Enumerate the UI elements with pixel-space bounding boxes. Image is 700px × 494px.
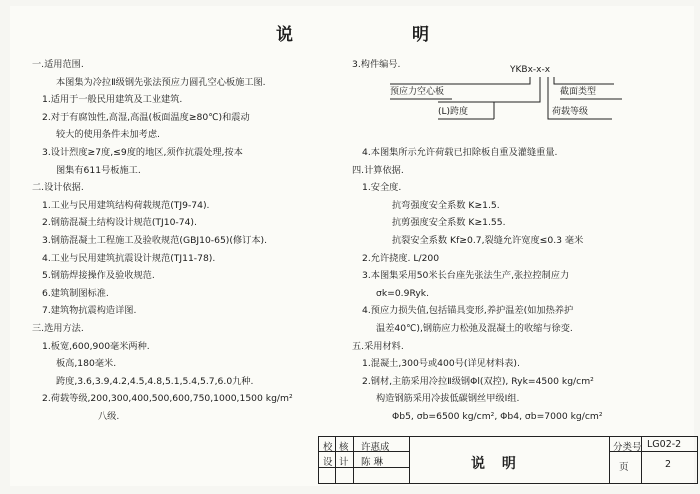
right-column-line: 4.预应力损失值,包括锚具变形,养护温差(如加热养护: [362, 305, 574, 317]
left-column-line: 7.建筑物抗震构造详图.: [42, 305, 137, 317]
tb-design-char2: 计: [339, 457, 349, 468]
left-column-line: 图集有611号板施工.: [56, 164, 141, 176]
tb-drawing-name: 说 明: [471, 456, 522, 472]
title-char-right: 明: [412, 25, 431, 45]
right-column-line: Φb5, σb=6500 kg/cm², Φb4, σb=7000 kg/cm²: [392, 411, 603, 422]
tb-col-divider: [353, 437, 354, 483]
left-column-line: 6.建筑制图标准.: [42, 287, 109, 299]
left-column-line: 跨度,3.6,3.9,4.2,4.5,4.8,5.1,5.4,5.7,6.0九种.: [56, 375, 254, 387]
right-column-line: 抗剪强度安全系数 K≥1.55.: [392, 217, 506, 229]
title-block: [318, 436, 698, 484]
title-char-left: 说: [276, 25, 295, 45]
left-column-line: 三.选用方法.: [32, 323, 84, 334]
left-column-line: 3.设计烈度≥7度,≤9度的地区,须作抗震处理,按本: [42, 147, 243, 158]
tb-set-number: LG02-2: [647, 439, 682, 450]
tb-check-char2: 核: [339, 442, 349, 453]
left-column-line: 2.钢筋混凝土结构设计规范(TJ10-74).: [42, 217, 197, 229]
right-column-line: 抗裂安全系数 Kf≥0.7,裂缝允许宽度≤0.3 毫米: [392, 235, 584, 246]
label-load: 荷载等级: [552, 107, 589, 117]
drawing-sheet: [10, 6, 694, 486]
left-column-line: 八级.: [98, 411, 120, 422]
tb-design-char1: 设: [323, 457, 333, 468]
tb-designer-signature: 陈 琳: [361, 457, 384, 468]
tb-check-char1: 校: [323, 442, 333, 453]
left-column-line: 3.钢筋混凝土工程施工及验收规范(GBJ10-65)(修订本).: [42, 235, 268, 246]
left-column-line: 2.荷载等级,200,300,400,500,600,750,1000,1500 kg/m²: [42, 393, 293, 405]
right-column-line: 2.允许挠度. L/200: [362, 252, 440, 264]
numbering-diagram: [382, 66, 672, 138]
tb-set-label: 分类号: [613, 442, 642, 453]
page-title: [10, 20, 694, 44]
label-span: (L)跨度: [438, 107, 469, 117]
right-column-line: 3.本图集采用50米长台座先张法生产,张拉控制应力: [362, 270, 570, 282]
left-column-line: 1.适用于一般民用建筑及工业建筑.: [42, 94, 183, 106]
label-slab: 预应力空心板: [390, 87, 445, 97]
right-column-line: 3.构件编号.: [352, 59, 401, 70]
right-column-line: 五.采用材料.: [352, 340, 404, 352]
tb-checker-signature: 许惠成: [361, 442, 390, 453]
left-column-line: 4.工业与民用建筑抗震设计规范(TJ11-78).: [42, 252, 216, 264]
left-column-line: 2.对于有腐蚀性,高湿,高温(板面温度≥80℃)和震动: [42, 111, 250, 123]
left-column-line: 一.适用范围.: [32, 59, 84, 70]
left-column-line: 1.板宽,600,900毫米两种.: [42, 340, 150, 352]
left-column-line: 5.钢筋焊接操作及验收规范.: [42, 270, 155, 282]
left-column-line: 板高,180毫米.: [56, 358, 117, 370]
left-column-line: 本图集为冷拉Ⅱ级钢先张法预应力圆孔空心板施工图.: [56, 76, 266, 88]
leader-lines: [382, 66, 672, 138]
label-section: 截面类型: [560, 87, 597, 97]
right-column-line: 1.混凝土,300号或400号(详见材料表).: [362, 358, 520, 370]
right-column-line: 抗弯强度安全系数 K≥1.5.: [392, 199, 500, 211]
right-column-line: σk=0.9Ryk.: [376, 287, 430, 299]
tb-page-label: 页: [619, 462, 629, 473]
tb-col-divider: [409, 437, 410, 483]
left-column-line: 二.设计依据.: [32, 182, 84, 194]
right-column-line: 1.安全度.: [362, 182, 402, 194]
right-column-line: 2.钢材,主筋采用冷拉Ⅱ级钢Φl(双控), Ryk=4500 kg/cm²: [362, 375, 594, 387]
tb-col-divider: [335, 437, 336, 483]
left-column-line: 1.工业与民用建筑结构荷载规范(TJ9-74).: [42, 199, 210, 211]
right-column-line: 温差40℃),钢筋应力松弛及混凝土的收缩与徐变.: [376, 323, 573, 334]
right-column-line: 四.计算依据.: [352, 164, 404, 176]
tb-page-number: 2: [665, 459, 672, 470]
tb-col-divider: [609, 437, 610, 483]
left-column-line: 较大的使用条件未加考虑.: [56, 129, 160, 141]
right-column-line: 4.本图集所示允许荷载已扣除板自重及灌缝重量.: [362, 147, 558, 158]
right-column-line: 构造钢筋采用冷拔低碳钢丝甲级Ⅰ组.: [376, 393, 520, 405]
numbering-code: YKBx-x-x: [510, 65, 551, 75]
